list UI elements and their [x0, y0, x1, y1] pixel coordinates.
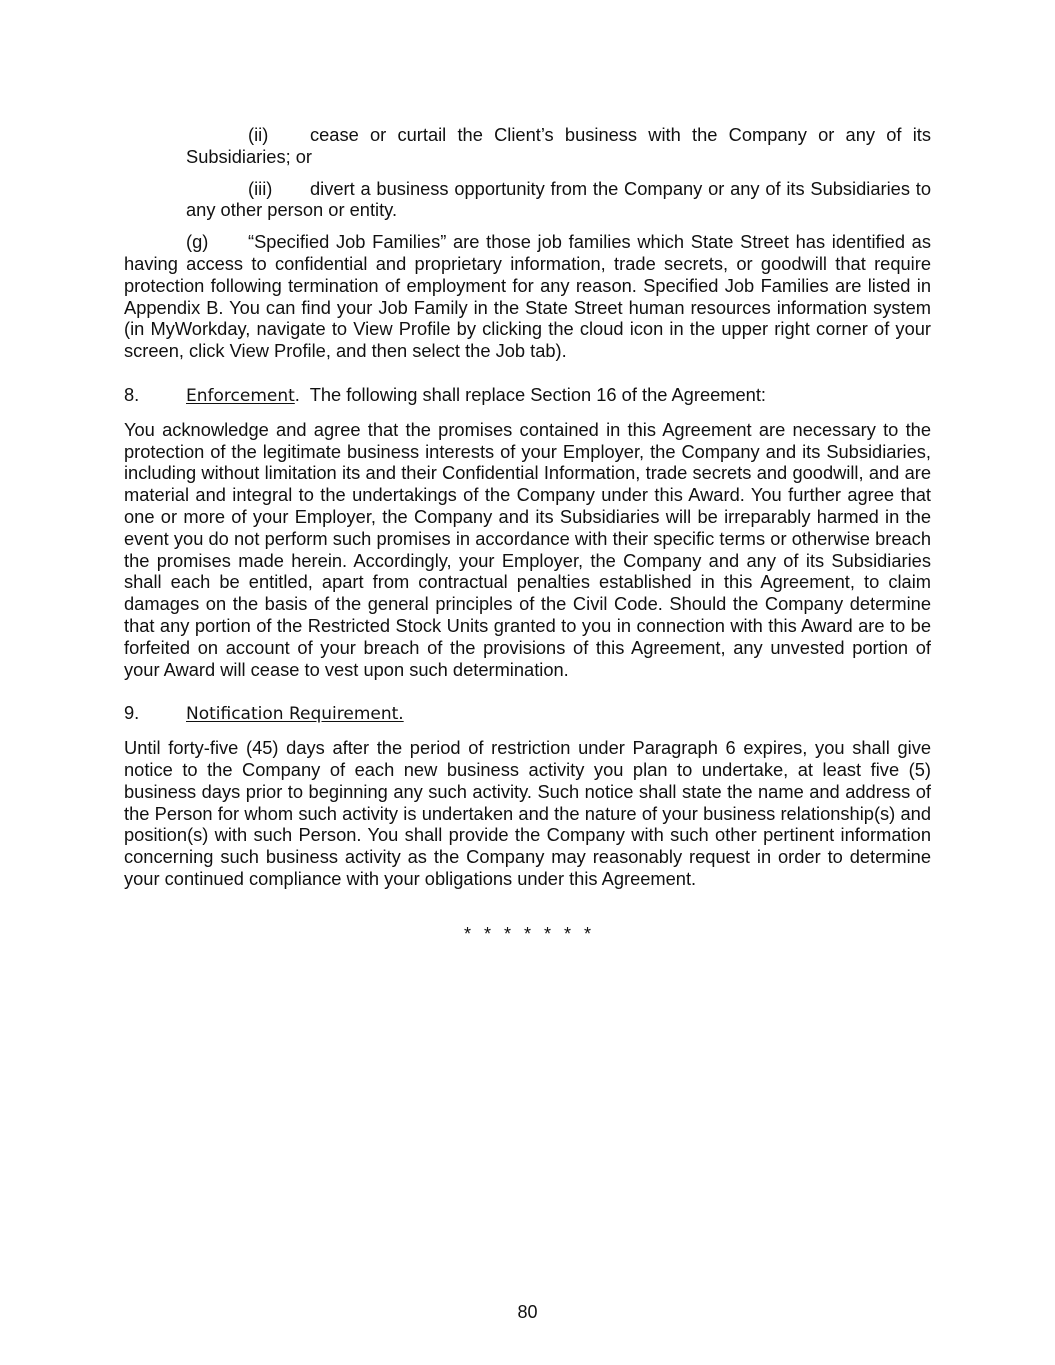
page-number: 80	[517, 1302, 538, 1322]
section-8-title: Enforcement	[186, 385, 295, 406]
clause-ii-text: cease or curtail the Client’s business with the Company or any of its Subsidiaries; or	[186, 124, 931, 167]
section-9-number: 9.	[124, 702, 140, 724]
section-9-heading	[124, 702, 931, 726]
clause-g-text: “Specified Job Families” are those job families which State Street has identified as having access to confidential and proprietary information, trade secrets, or goodwill that require protection following termination of employment for any reason. Specified Job Families are listed in Appendix B. You can find your Job Family in the State Street human resources information system (in MyWorkday, navigate to View Profile by clicking the cloud icon in the upper right corner of your screen, click View Profile, and then select the Job tab).	[124, 231, 931, 362]
section-9-body: Until forty-five (45) days after the period of restriction under Paragraph 6 expires, you shall give notice to the Company of each new business activity you plan to undertake, at least five (5) business days prior to beginning any such activity. Such notice shall state the name and address of the Person for whom such activity is undertaken and the nature of your business relationship(s) and position(s) with such Person. You shall provide the Company with such other pertinent information concerning such business activity as the Company may reasonably request in order to determine your continued compliance with your obligations under this Agreement.	[124, 737, 931, 889]
section-separator: * * * * * * *	[463, 924, 592, 944]
clause-ii	[186, 124, 931, 168]
section-9-title: Notification Requirement.	[186, 704, 404, 725]
clause-ii-number: (ii)	[248, 124, 269, 145]
clause-g	[124, 231, 931, 362]
section-8-number: 8.	[124, 383, 140, 405]
clause-iii-text: divert a business opportunity from the Company or any of its Subsidiaries to any other person or entity.	[186, 177, 931, 221]
clause-g-number: (g)	[186, 231, 209, 253]
document-page	[124, 124, 931, 890]
section-8-intro: . The following shall replace Section 16 of the Agreement:	[294, 383, 766, 405]
clause-iii	[186, 178, 931, 222]
section-8-body: You acknowledge and agree that the promises contained in this Agreement are necessary to the protection of the legitimate business interests of your Employer, the Company and its Subsidiaries, including without limitation its and their Confidential Information, trade secrets and goodwill, and are material and integral to the undertakings of the Company under this Award. You further agree that one or more of your Employer, the Company and its Subsidiaries will be irreparably harmed in the event you do not perform such promises in accordance with their specific terms or otherwise breach the promises made herein. Accordingly, your Employer, the Company and any of its Subsidiaries shall each be entitled, apart from contractual penalties established in this Agreement, to claim damages on the basis of the general principles of the Civil Code. Should the Company determine that any portion of the Restricted Stock Units granted to you in connection with this Award are to be forfeited on account of your breach of the provisions of this Agreement, any unvested portion of your Award will cease to vest upon such determination.	[124, 418, 931, 680]
clause-iii-number: (iii)	[248, 177, 273, 199]
section-8-heading	[124, 384, 931, 408]
